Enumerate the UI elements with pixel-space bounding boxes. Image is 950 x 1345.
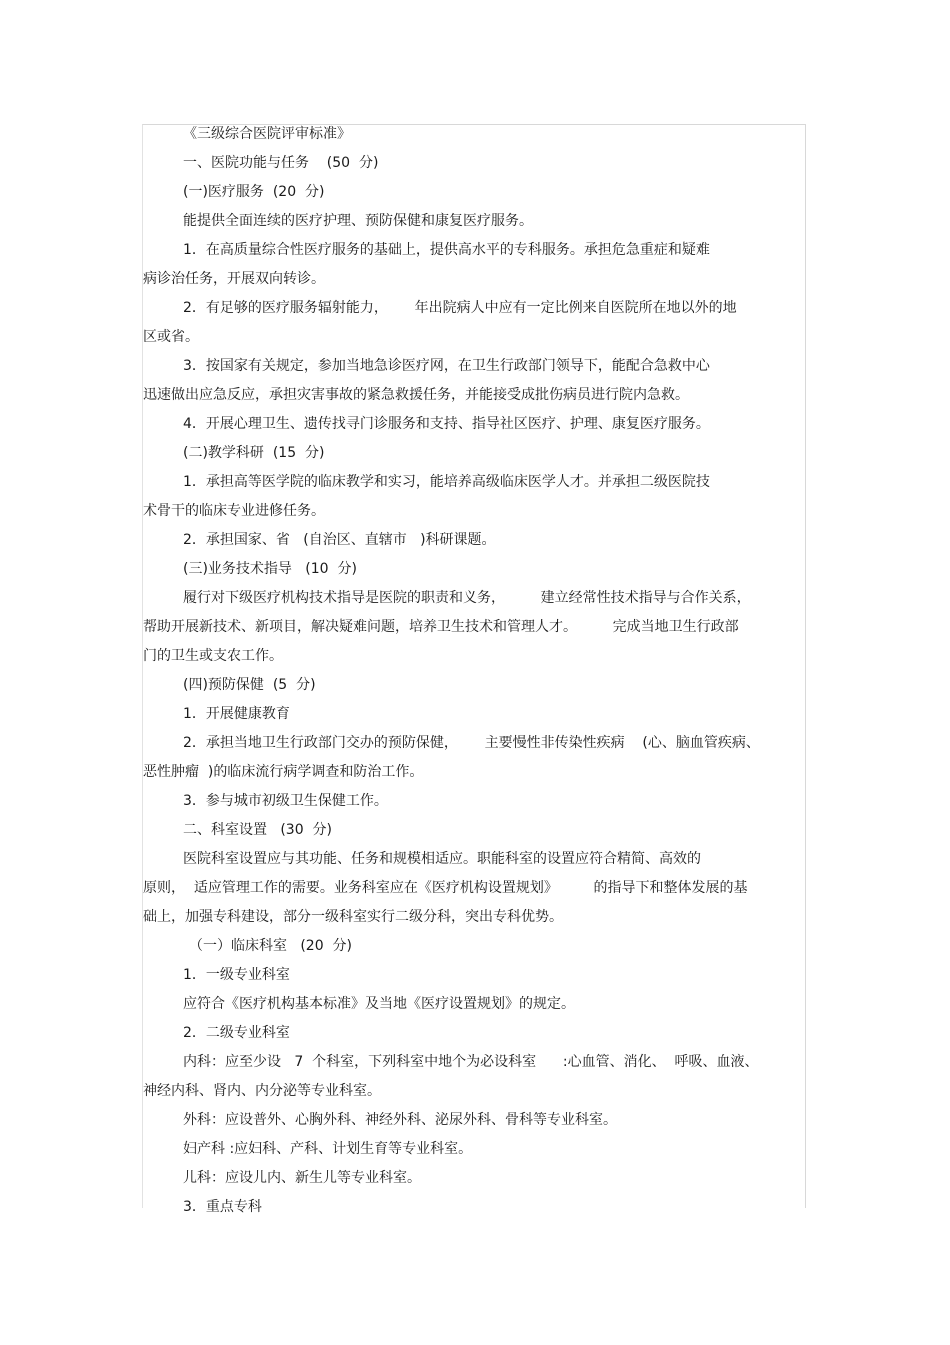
paragraph-line: 3．参与城市初级卫生保健工作。 [183, 793, 388, 809]
paragraph-line: 应符合《医疗机构基本标准》及当地《医疗设置规划》的规定。 [183, 996, 575, 1012]
paragraph-line: 帮助开展新技术、新项目，解决疑难问题，培养卫生技术和管理人才。 完成当地卫生行政部 [143, 619, 739, 635]
subsection-heading: (三)业务技术指导 (10 分) [183, 561, 357, 577]
document-title: 《三级综合医院评审标准》 [183, 126, 351, 142]
paragraph-line: 术骨干的临床专业进修任务。 [143, 503, 325, 519]
document-body [143, 120, 793, 1222]
subsection-heading: (一)医疗服务 (20 分) [183, 184, 325, 200]
paragraph-line: 迅速做出应急反应，承担灾害事故的紧急救援任务，并能接受成批伤病员进行院内急救。 [143, 387, 689, 403]
subsection-heading: (四)预防保健 (5 分) [183, 677, 316, 693]
paragraph-line: 础上，加强专科建设，部分一级科室实行二级分科，突出专科优势。 [143, 909, 563, 925]
paragraph-line: 2．承担国家、省 (自治区、直辖市 )科研课题。 [183, 532, 496, 548]
paragraph-line: 1．在高质量综合性医疗服务的基础上，提供高水平的专科服务。承担危急重症和疑难 [183, 242, 710, 258]
subsection-heading: (二)教学科研 (15 分) [183, 445, 325, 461]
paragraph-line: 能提供全面连续的医疗护理、预防保健和康复医疗服务。 [183, 213, 533, 229]
paragraph-line: 内科：应至少设 7 个科室，下列科室中地个为必设科室 :心血管、消化、 呼吸、血液、 [183, 1054, 759, 1070]
paragraph-line: 3．重点专科 [183, 1199, 262, 1215]
paragraph-line: 病诊治任务，开展双向转诊。 [143, 271, 325, 287]
paragraph-line: 1．开展健康教育 [183, 706, 290, 722]
paragraph-line: 区或省。 [143, 329, 199, 345]
paragraph-line: 恶性肿瘤 )的临床流行病学调查和防治工作。 [143, 764, 424, 780]
paragraph-line: 2．有足够的医疗服务辐射能力， 年出院病人中应有一定比例来自医院所在地以外的地 [183, 300, 737, 316]
paragraph-line: 门的卫生或支农工作。 [143, 648, 283, 664]
paragraph-line: 外科：应设普外、心胸外科、神经外科、泌尿外科、骨科等专业科室。 [183, 1112, 617, 1128]
paragraph-line: 2．承担当地卫生行政部门交办的预防保健， 主要慢性非传染性疾病 (心、脑血管疾病、 [183, 735, 760, 751]
paragraph-line: 3．按国家有关规定，参加当地急诊医疗网，在卫生行政部门领导下，能配合急救中心 [183, 358, 710, 374]
section-heading: 二、科室设置 (30 分) [183, 822, 332, 838]
paragraph-line: 妇产科 :应妇科、产科、计划生育等专业科室。 [183, 1141, 473, 1157]
paragraph-line: 原则， 适应管理工作的需要。业务科室应在《医疗机构设置规划》 的指导下和整体发展的基 [143, 880, 748, 896]
paragraph-line: 医院科室设置应与其功能、任务和规模相适应。职能科室的设置应符合精简、高效的 [183, 851, 701, 867]
paragraph-line: 1．承担高等医学院的临床教学和实习，能培养高级临床医学人才。并承担二级医院技 [183, 474, 710, 490]
section-heading: 一、医院功能与任务 (50 分) [183, 155, 379, 171]
paragraph-line: 2．二级专业科室 [183, 1025, 290, 1041]
paragraph-line: 神经内科、肾内、内分泌等专业科室。 [143, 1083, 381, 1099]
paragraph-line: 1．一级专业科室 [183, 967, 290, 983]
subsection-heading: （一）临床科室 (20 分) [189, 938, 352, 954]
paragraph-line: 4．开展心理卫生、遗传找寻门诊服务和支持、指导社区医疗、护理、康复医疗服务。 [183, 416, 710, 432]
paragraph-line: 儿科：应设儿内、新生儿等专业科室。 [183, 1170, 421, 1186]
paragraph-line: 履行对下级医疗机构技术指导是医院的职责和义务， 建立经常性技术指导与合作关系， [183, 590, 751, 606]
